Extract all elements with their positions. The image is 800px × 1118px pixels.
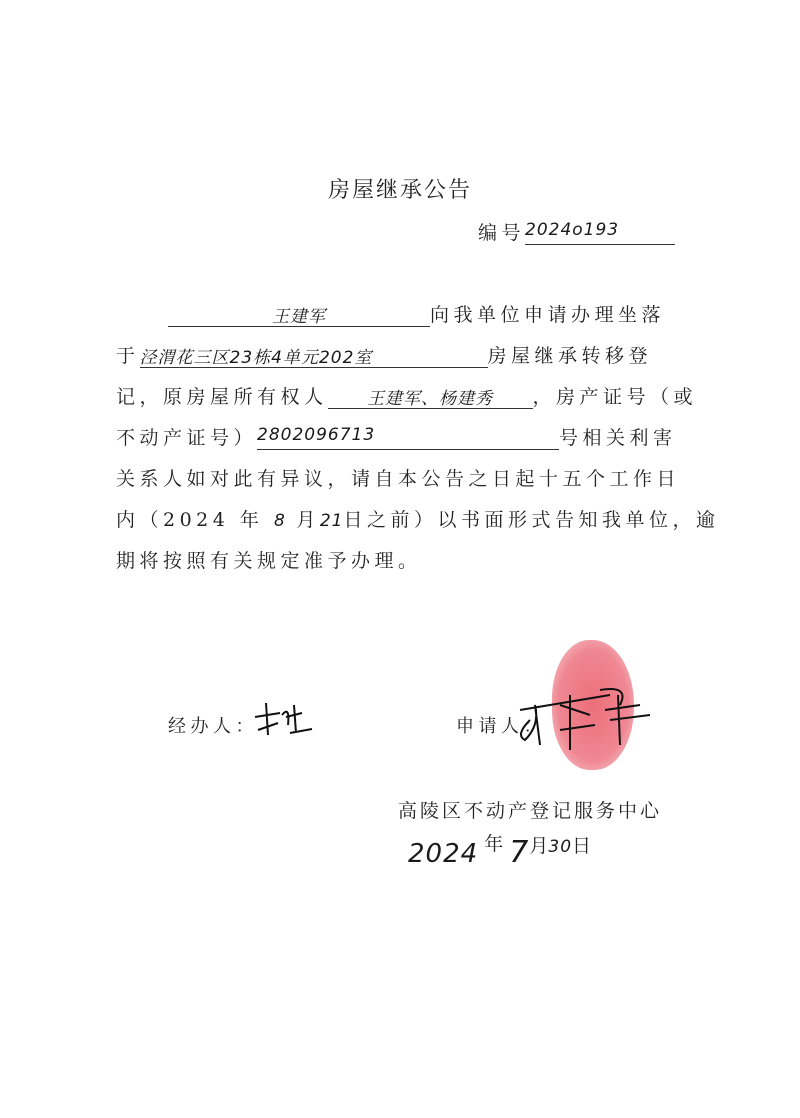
applicant-name-field: 王建军 [168, 302, 430, 327]
body-text: 不动产证号） [116, 427, 258, 449]
organization-name: 高陵区不动产登记服务中心 [398, 800, 663, 822]
year-label: 年 [484, 833, 504, 855]
serial-label: 编号 [478, 222, 526, 244]
deadline-day: 21 [319, 511, 344, 531]
date-year: 2024 [408, 839, 479, 869]
month-label: 月 [529, 835, 549, 857]
handler-signature [250, 695, 320, 745]
original-owners-field: 王建军、杨建秀 [328, 384, 533, 409]
serial-value: 2024o193 [525, 220, 675, 245]
body-line-1 [168, 300, 665, 327]
body-text: 向我单位申请办理坐落 [430, 304, 666, 326]
body-text: 房屋继承转移登 [487, 345, 653, 367]
body-line-5: 关系人如对此有异议，请自本公告之日起十五个工作日 [116, 468, 681, 490]
document-title: 房屋继承公告 [327, 178, 472, 203]
body-line-4 [116, 423, 677, 450]
body-text: 月 [296, 509, 320, 531]
body-line-7: 期将按照有关规定准予办理。 [116, 550, 422, 572]
property-location-field: 泾渭花三区23栋4单元202室 [140, 343, 488, 368]
body-text: 记，原房屋所有权人 [116, 386, 328, 408]
body-text: 日之前）以书面形式告知我单位，逾 [343, 509, 720, 531]
body-text: 内（2024 年 [116, 509, 264, 531]
applicant-label: 申请人： [456, 716, 546, 737]
applicant-signature [500, 665, 660, 755]
body-text: 号相关利害 [559, 427, 677, 449]
deadline-month: 8 [273, 511, 286, 531]
body-text: ，房产证号（或 [532, 386, 698, 408]
serial-number [478, 218, 675, 245]
certificate-number-field: 2802096713 [257, 425, 559, 450]
date-day: 30 [548, 837, 573, 857]
day-label: 日 [572, 835, 592, 857]
issue-date [408, 835, 591, 870]
body-line-3 [116, 382, 697, 409]
body-line-6 [116, 505, 720, 532]
date-month: 7 [509, 835, 530, 870]
body-line-2 [116, 341, 652, 368]
handler-label: 经办人： [168, 716, 258, 737]
body-text: 于 [116, 345, 140, 367]
